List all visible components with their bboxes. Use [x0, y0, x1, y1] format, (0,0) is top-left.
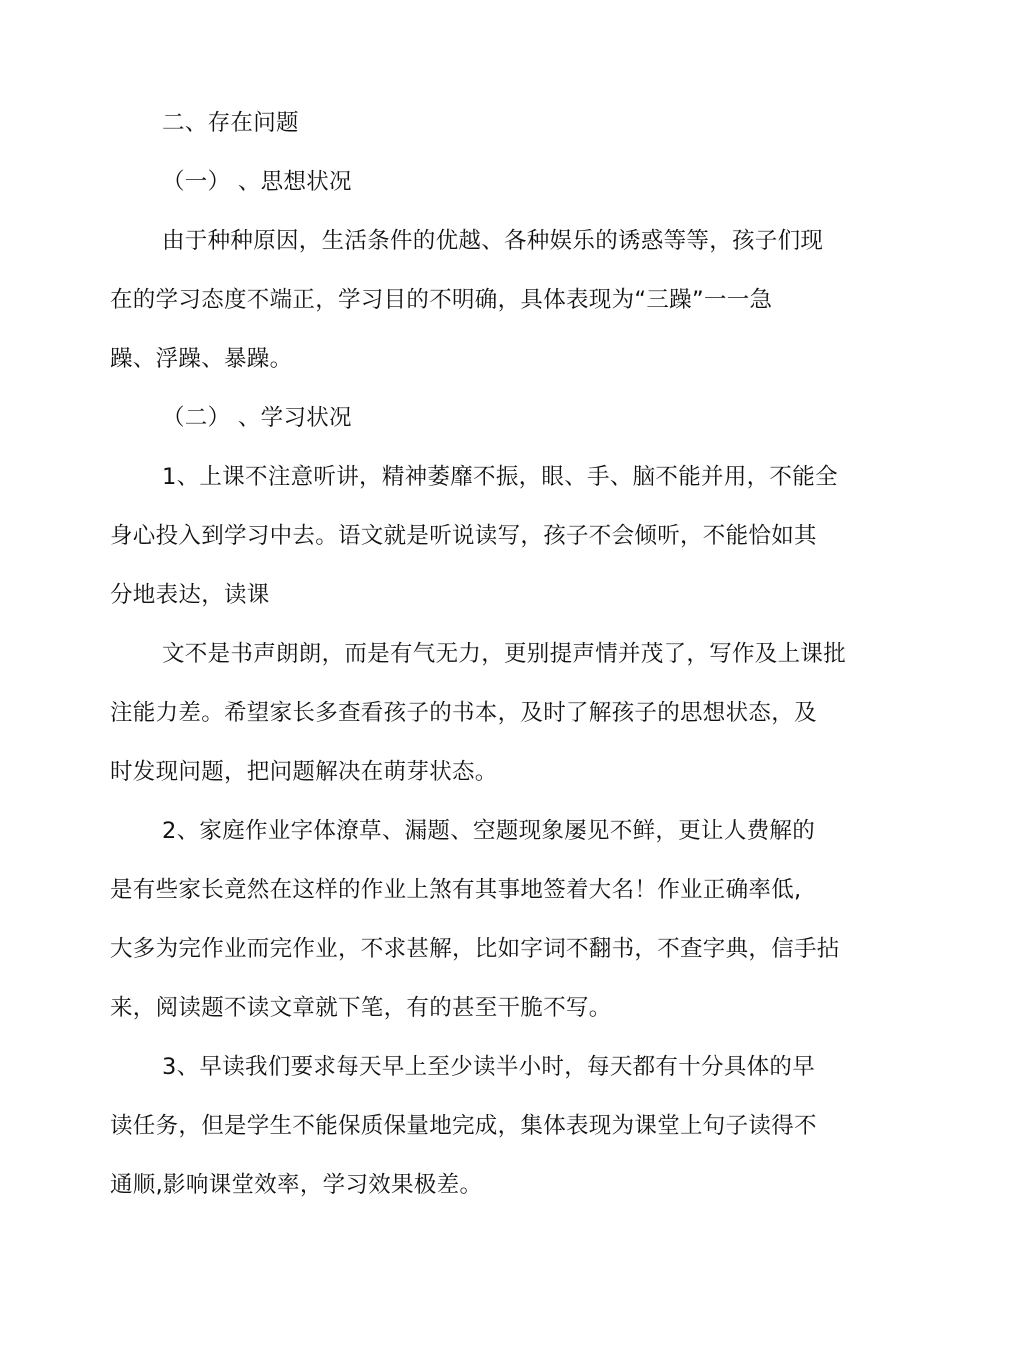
paragraph-line: 通顺,影响课堂效率，学习效果极差。	[110, 1172, 483, 1198]
paragraph-line: 时发现问题，把问题解决在萌芽状态。	[110, 759, 498, 785]
paragraph-line: 是有些家长竟然在这样的作业上煞有其事地签着大名！作业正确率低,	[110, 877, 802, 903]
paragraph-line: 读任务，但是学生不能保质保量地完成，集体表现为课堂上句子读得不	[110, 1113, 817, 1139]
paragraph-line: 1、上课不注意听讲，精神萎靡不振，眼、手、脑不能并用，不能全	[162, 464, 838, 490]
section-heading: 二、存在问题	[162, 110, 299, 136]
paragraph-line: 身心投入到学习中去。语文就是听说读写，孩子不会倾听，不能恰如其	[110, 523, 817, 549]
subsection-heading-thought: （一） 、思想状况	[162, 169, 352, 195]
paragraph-line: 分地表达，读课	[110, 582, 270, 608]
paragraph-line: 文不是书声朗朗，而是有气无力，更别提声情并茂了，写作及上课批	[162, 641, 847, 667]
paragraph-line: 3、早读我们要求每天早上至少读半小时，每天都有十分具体的早	[162, 1054, 816, 1080]
paragraph-line: 注能力差。希望家长多查看孩子的书本，及时了解孩子的思想状态，及	[110, 700, 817, 726]
paragraph-line: 来，阅读题不读文章就下笔，有的甚至干脆不写。	[110, 995, 612, 1021]
paragraph-line: 2、家庭作业字体潦草、漏题、空题现象屡见不鲜，更让人费解的	[162, 818, 816, 844]
paragraph-line: 在的学习态度不端正，学习目的不明确，具体表现为“三躁”一一急	[110, 287, 773, 313]
subsection-heading-study: （二） 、学习状况	[162, 405, 352, 431]
paragraph-line: 躁、浮躁、暴躁。	[110, 346, 293, 372]
paragraph-line: 由于种种原因，生活条件的优越、各种娱乐的诱惑等等，孩子们现	[162, 228, 824, 254]
paragraph-line: 大多为完作业而完作业，不求甚解，比如字词不翻书，不查字典，信手拈	[110, 936, 840, 962]
